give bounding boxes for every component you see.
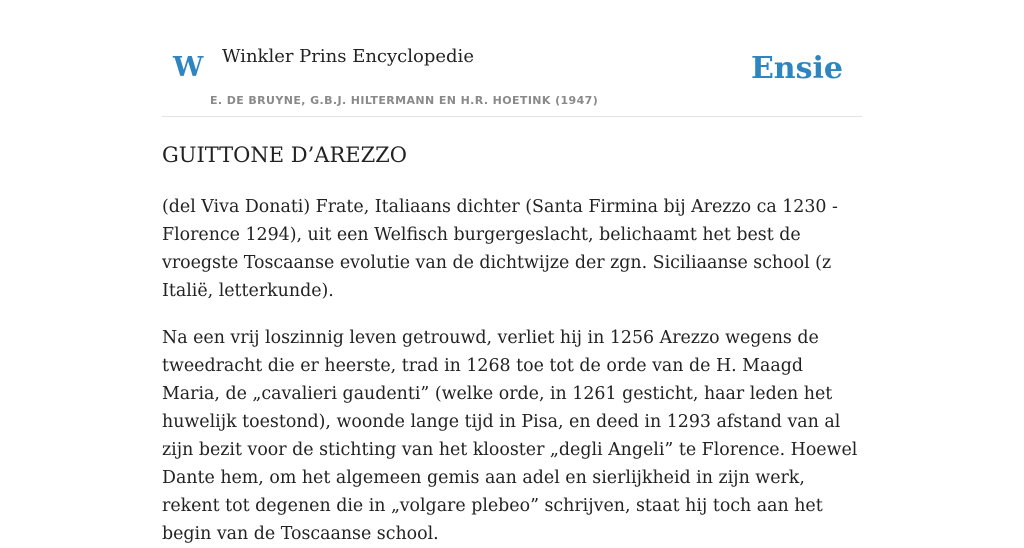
ensie-logo-link[interactable]: Ensie [750, 51, 843, 86]
article-paragraph-2: Na een vrij loszinnig leven getrouwd, verliet hij in 1256 Arezzo wegens de tweedracht die er heerste, trad in 1268 toe tot de orde van de H. Maagd Maria, de „cavalieri gaudenti” (welke orde, in 1261 gesticht, haar leden het huwelijk toestond), woonde lange tijd in Pisa, en deed in 1293 afstand van al zijn bezit voor de stichting van het klooster „degli Angeli” te Florence. Hoewel Dante hem, om het algemeen gemis aan adel en sierlijkheid in zijn werk, rekent tot degenen die in „volgare plebeo” schrijven, staat hij toch aan het begin van de Toscaanse school. [162, 328, 858, 544]
article-paragraph-1: (del Viva Donati) Frate, Italiaans dichter (Santa Firmina bij Arezzo ca 1230 - Florence 1294), uit een Welfisch burgergeslacht, belichaamt het best de vroegste Toscaanse evolutie van de dichtwijze der zgn. Siciliaanse school (z Italië, letterkunde). [162, 197, 838, 301]
winkler-prins-logo-icon[interactable]: W [173, 52, 204, 83]
article [162, 142, 862, 548]
book-title[interactable]: Winkler Prins Encyclopedie [222, 46, 474, 67]
article-title: GUITTONE D’AREZZO [162, 143, 407, 167]
book-authors: E. DE BRUYNE, G.B.J. HILTERMANN EN H.R. HOETINK (1947) [210, 94, 599, 107]
site-header [162, 38, 862, 117]
